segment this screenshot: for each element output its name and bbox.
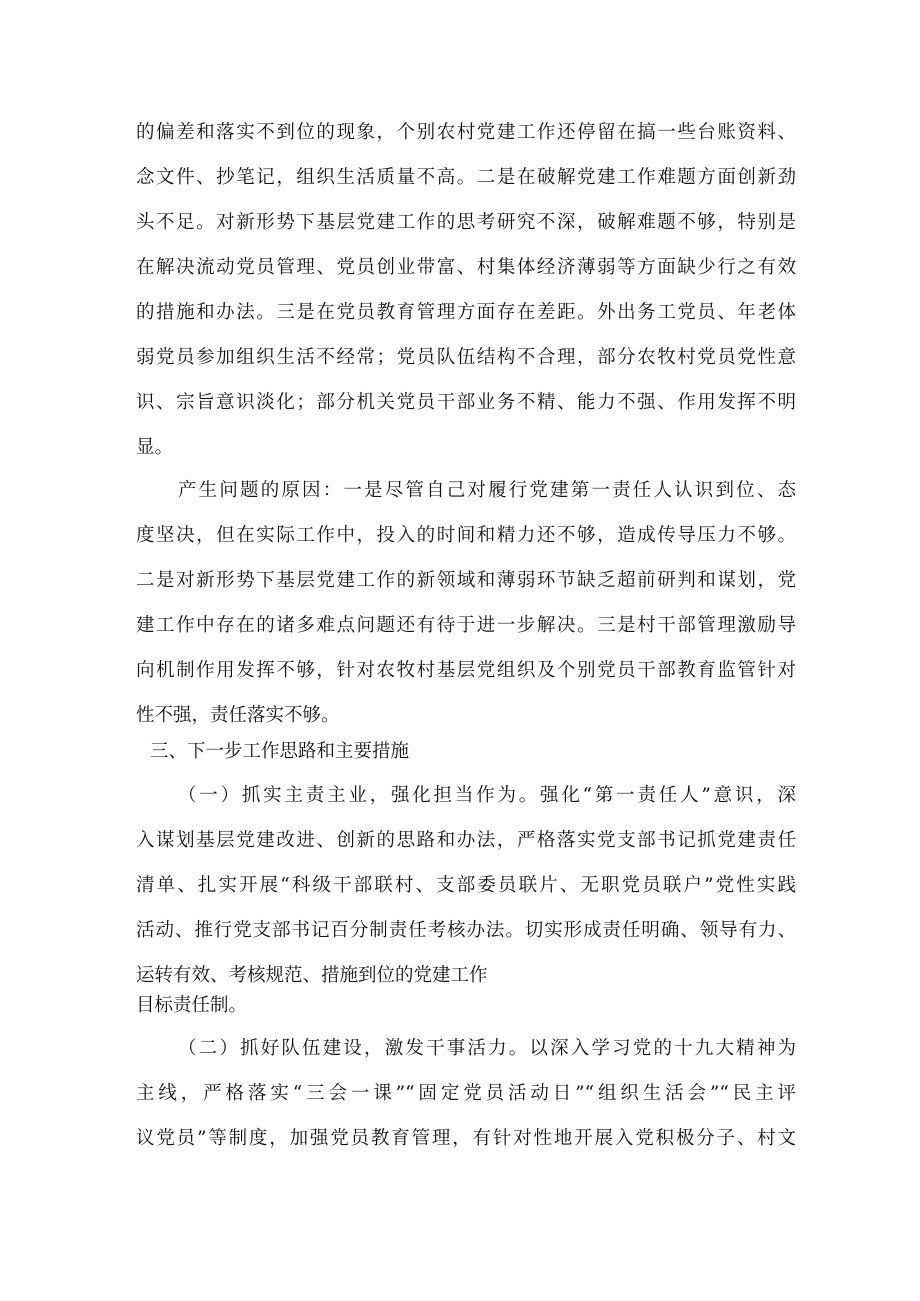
paragraph-line: 性不强，责任落实不够。	[136, 705, 340, 726]
paragraph-line: （二）抓好队伍建设，激发干事活力。以深入学习党的十九大精神为	[178, 1038, 796, 1059]
section-heading: 三、下一步工作思路和主要措施	[150, 741, 410, 762]
paragraph-line: 主线，严格落实“三会一课”“固定党员活动日”“组织生活会”“民主评	[136, 1083, 796, 1104]
paragraph-line: 建工作中存在的诸多难点问题还有待于进一步解决。三是村干部管理激励导	[136, 615, 796, 636]
paragraph-line: 在解决流动党员管理、党员创业带富、村集体经济薄弱等方面缺少行之有效	[136, 257, 796, 278]
paragraph-line: 产生问题的原因：一是尽管自己对履行党建第一责任人认识到位、态	[178, 480, 796, 501]
paragraph-line: 弱党员参加组织生活不经常；党员队伍结构不合理，部分农牧村党员党性意	[136, 347, 796, 368]
paragraph-line: 运转有效、考核规范、措施到位的党建工作	[136, 965, 488, 986]
paragraph-line: 度坚决，但在实际工作中，投入的时间和精力还不够，造成传导压力不够。	[136, 525, 796, 546]
paragraph-line: 活动、推行党支部书记百分制责任考核办法。切实形成责任明确、领导有力、	[136, 920, 796, 941]
paragraph-line: 入谋划基层党建改进、创新的思路和办法，严格落实党支部书记抓党建责任	[136, 830, 796, 851]
paragraph-line: 的措施和办法。三是在党员教育管理方面存在差距。外出务工党员、年老体	[136, 302, 796, 323]
paragraph-line: 头不足。对新形势下基层党建工作的思考研究不深，破解难题不够，特别是	[136, 212, 796, 233]
paragraph-line: 念文件、抄笔记，组织生活质量不高。二是在破解党建工作难题方面创新劲	[136, 167, 796, 188]
paragraph-line: 识、宗旨意识淡化；部分机关党员干部业务不精、能力不强、作用发挥不明	[136, 392, 796, 413]
paragraph-line: 议党员”等制度，加强党员教育管理，有针对性地开展入党积极分子、村文	[136, 1128, 796, 1149]
paragraph-line: 二是对新形势下基层党建工作的新领域和薄弱环节缺乏超前研判和谋划，党	[136, 570, 796, 591]
paragraph-line: 的偏差和落实不到位的现象，个别农村党建工作还停留在搞一些台账资料、	[136, 122, 796, 143]
paragraph-line: （一）抓实主责主业，强化担当作为。强化“第一责任人”意识，深	[178, 785, 796, 806]
paragraph-line: 显。	[136, 437, 174, 458]
paragraph-line: 清单、扎实开展“科级干部联村、支部委员联片、无职党员联户”党性实践	[136, 875, 796, 896]
paragraph-line: 目标责任制。	[136, 995, 248, 1016]
paragraph-line: 向机制作用发挥不够，针对农牧村基层党组织及个别党员干部教育监管针对	[136, 660, 796, 681]
